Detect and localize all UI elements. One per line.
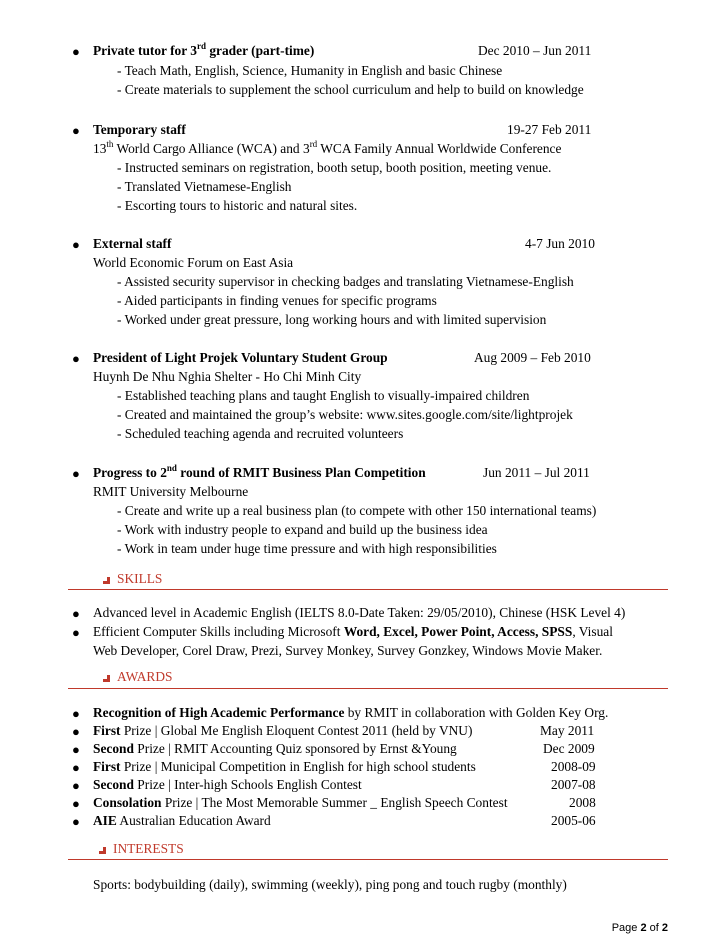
- experience-item: - Instructed seminars on registration, booth setup, booth position, meeting venue.: [117, 160, 552, 175]
- award-date: Dec 2009: [543, 741, 595, 756]
- experience-item: - Translated Vietnamese-English: [117, 179, 292, 194]
- awards-heading: AWARDS: [98, 667, 172, 686]
- experience-title: Progress to 2nd round of RMIT Business Plan Competition: [93, 463, 426, 480]
- bullet-icon: ●: [72, 625, 80, 640]
- experience-title: Temporary staff: [93, 122, 186, 137]
- experience-date: 4-7 Jun 2010: [525, 236, 595, 251]
- award-item: Second Prize | RMIT Accounting Quiz sponsored by Ernst &Young: [93, 741, 457, 756]
- experience-title: President of Light Projek Voluntary Student Group: [93, 350, 388, 365]
- arrow-down-right-icon: [94, 841, 108, 855]
- experience-item: - Teach Math, English, Science, Humanity in English and basic Chinese: [117, 63, 503, 78]
- bullet-icon: ●: [72, 760, 80, 775]
- arrow-down-right-icon: [98, 571, 112, 585]
- bullet-icon: ●: [72, 237, 80, 252]
- skill-item: Efficient Computer Skills including Microsoft Word, Excel, Power Point, Access, SPSS, Visual: [93, 624, 613, 639]
- section-divider: [68, 589, 668, 590]
- skill-item: Advanced level in Academic English (IELTS 8.0-Date Taken: 29/05/2010), Chinese (HSK Level 4): [93, 605, 626, 620]
- bullet-icon: ●: [72, 606, 80, 621]
- bullet-icon: ●: [72, 724, 80, 739]
- bullet-icon: ●: [72, 466, 80, 481]
- experience-org: RMIT University Melbourne: [93, 484, 249, 499]
- experience-org: 13th World Cargo Alliance (WCA) and 3rd WCA Family Annual Worldwide Conference: [93, 139, 562, 156]
- experience-item: - Scheduled teaching agenda and recruited volunteers: [117, 426, 404, 441]
- award-date: May 2011: [540, 723, 595, 738]
- skill-item-continued: Web Developer, Corel Draw, Prezi, Survey Monkey, Survey Gonzkey, Windows Movie Maker.: [93, 643, 603, 658]
- experience-item: - Aided participants in finding venues for specific programs: [117, 293, 437, 308]
- experience-date: Dec 2010 – Jun 2011: [478, 43, 592, 58]
- experience-date: Jun 2011 – Jul 2011: [483, 465, 590, 480]
- award-date: 2007-08: [551, 777, 596, 792]
- bullet-icon: ●: [72, 123, 80, 138]
- experience-item: - Created and maintained the group’s website: www.sites.google.com/site/lightprojek: [117, 407, 573, 422]
- experience-item: - Create and write up a real business plan (to compete with other 150 international teams): [117, 503, 597, 518]
- arrow-down-right-icon: [98, 669, 112, 683]
- bullet-icon: ●: [72, 706, 80, 721]
- award-item: First Prize | Municipal Competition in English for high school students: [93, 759, 476, 774]
- page-number: Page 2 of 2: [611, 922, 668, 934]
- experience-item: - Escorting tours to historic and natural sites.: [117, 198, 358, 213]
- interests-heading: INTERESTS: [94, 839, 184, 858]
- bullet-icon: ●: [72, 778, 80, 793]
- experience-org: Huynh De Nhu Nghia Shelter - Ho Chi Minh City: [93, 369, 362, 384]
- experience-item: - Work with industry people to expand and build up the business idea: [117, 522, 488, 537]
- section-divider: [68, 688, 668, 689]
- section-divider: [68, 859, 668, 860]
- experience-org: World Economic Forum on East Asia: [93, 255, 294, 270]
- award-date: 2008-09: [551, 759, 596, 774]
- award-item: AIE Australian Education Award: [93, 813, 271, 828]
- award-item: Consolation Prize | The Most Memorable Summer _ English Speech Contest: [93, 795, 508, 810]
- bullet-icon: ●: [72, 796, 80, 811]
- award-date: 2008: [569, 795, 596, 810]
- award-item: Second Prize | Inter-high Schools English Contest: [93, 777, 362, 792]
- experience-item: - Work in team under huge time pressure and with high responsibilities: [117, 541, 497, 556]
- experience-item: - Create materials to supplement the school curriculum and help to build on knowledge: [117, 82, 584, 97]
- experience-title: External staff: [93, 236, 172, 251]
- bullet-icon: ●: [72, 44, 80, 59]
- bullet-icon: ●: [72, 814, 80, 829]
- award-item: Recognition of High Academic Performance by RMIT in collaboration with Golden Key Org.: [93, 705, 609, 720]
- interests-text: Sports: bodybuilding (daily), swimming (weekly), ping pong and touch rugby (monthly): [93, 877, 567, 892]
- award-date: 2005-06: [551, 813, 596, 828]
- bullet-icon: ●: [72, 742, 80, 757]
- experience-item: - Established teaching plans and taught English to visually-impaired children: [117, 388, 530, 403]
- skills-heading: SKILLS: [98, 569, 162, 588]
- bullet-icon: ●: [72, 351, 80, 366]
- experience-date: Aug 2009 – Feb 2010: [474, 350, 591, 365]
- experience-date: 19-27 Feb 2011: [507, 122, 592, 137]
- experience-item: - Assisted security supervisor in checking badges and translating Vietnamese-English: [117, 274, 574, 289]
- experience-title: Private tutor for 3rd grader (part-time): [93, 41, 315, 58]
- award-item: First Prize | Global Me English Eloquent Contest 2011 (held by VNU): [93, 723, 473, 738]
- experience-item: - Worked under great pressure, long working hours and with limited supervision: [117, 312, 547, 327]
